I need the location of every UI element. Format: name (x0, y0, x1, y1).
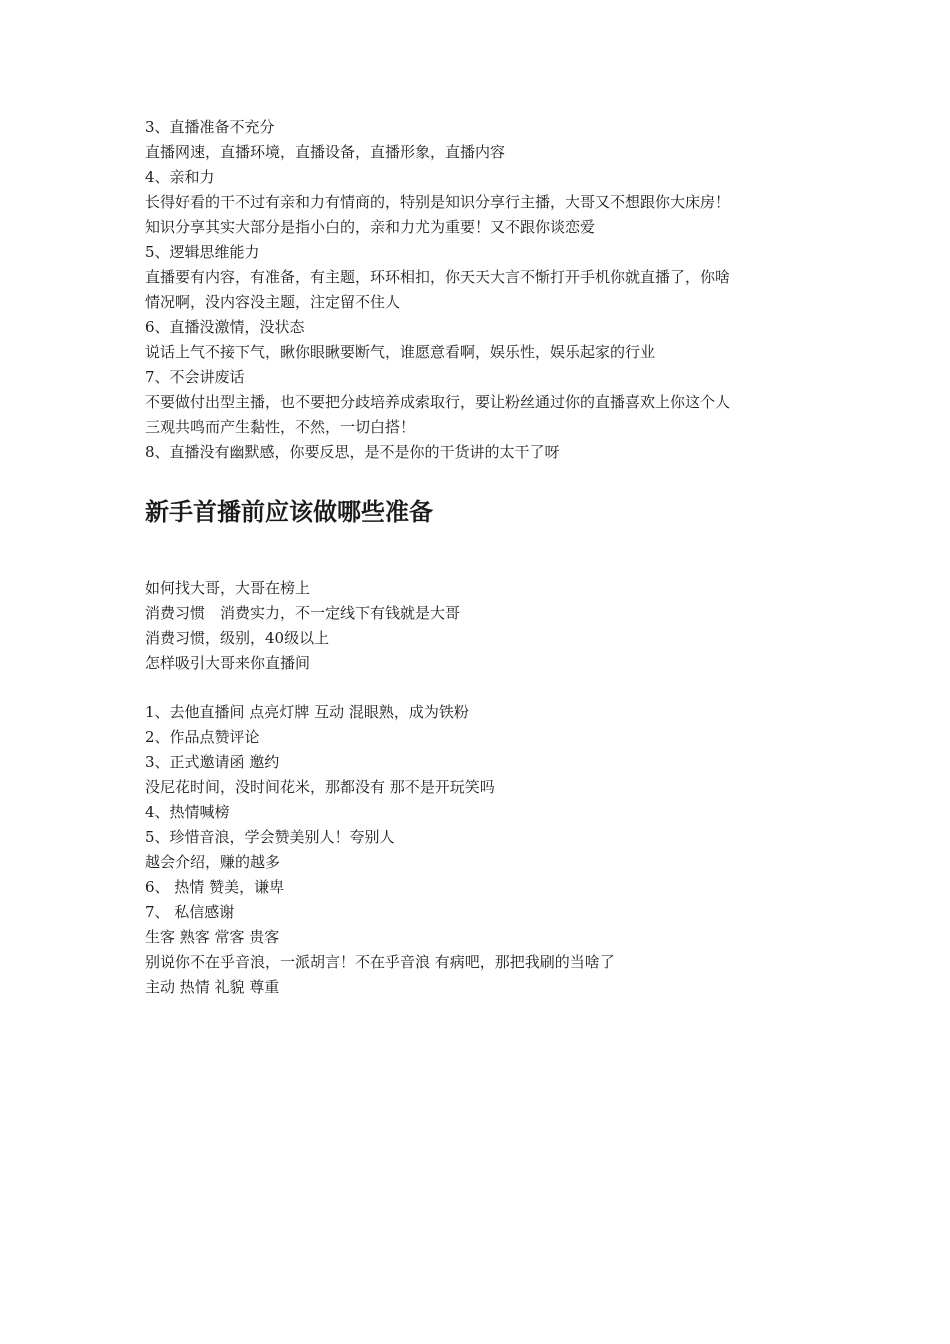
text-line: 3、正式邀请函 邀约 (145, 753, 280, 771)
text-line: 情况啊，没内容没主题，注定留不住人 (145, 293, 401, 311)
text-line: 不要做付出型主播，也不要把分歧培养成索取行，要让粉丝通过你的直播喜欢上你这个人 (145, 393, 731, 411)
text-line: 8、直播没有幽默感，你要反思，是不是你的干货讲的太干了呀 (145, 443, 560, 461)
text-line: 6、 热情 赞美，谦卑 (145, 878, 285, 896)
text-line: 2、作品点赞评论 (145, 728, 260, 746)
section-heading: 新手首播前应该做哪些准备 (145, 498, 433, 526)
text-line: 5、珍惜音浪，学会赞美别人！夸别人 (145, 828, 395, 846)
text-line: 消费习惯，级别，40级以上 (145, 629, 330, 647)
text-line: 4、热情喊榜 (145, 803, 230, 821)
text-line: 6、直播没激情，没状态 (145, 318, 305, 336)
text-line: 直播要有内容，有准备，有主题，环环相扣，你天天大言不惭打开手机你就直播了，你啥 (145, 268, 731, 286)
text-line: 生客 熟客 常客 贵客 (145, 928, 280, 946)
text-line: 消费习惯 消费实力，不一定线下有钱就是大哥 (145, 604, 461, 622)
text-line: 怎样吸引大哥来你直播间 (145, 654, 311, 672)
text-line: 3、直播准备不充分 (145, 118, 275, 136)
text-line: 7、 私信感谢 (145, 903, 235, 921)
text-line: 7、不会讲废话 (145, 368, 245, 386)
text-line: 没尼花时间，没时间花米，那都没有 那不是开玩笑吗 (145, 778, 495, 796)
text-line: 1、去他直播间 点亮灯牌 互动 混眼熟，成为铁粉 (145, 703, 469, 721)
text-line: 主动 热情 礼貌 尊重 (145, 978, 280, 996)
text-line: 越会介绍，赚的越多 (145, 853, 281, 871)
text-line: 说话上气不接下气，瞅你眼瞅要断气，谁愿意看啊，娱乐性，娱乐起家的行业 (145, 343, 656, 361)
section-find-patron (145, 576, 825, 676)
text-line: 4、亲和力 (145, 168, 215, 186)
text-line: 5、逻辑思维能力 (145, 243, 260, 261)
text-line: 知识分享其实大部分是指小白的，亲和力尤为重要！又不跟你谈恋爱 (145, 218, 596, 236)
section-live-issues (145, 115, 825, 465)
text-line: 别说你不在乎音浪，一派胡言！不在乎音浪 有病吧，那把我刷的当啥了 (145, 953, 615, 971)
text-line: 长得好看的干不过有亲和力有情商的，特别是知识分享行主播，大哥又不想跟你大床房！ (145, 193, 731, 211)
text-line: 直播网速，直播环境，直播设备，直播形象，直播内容 (145, 143, 506, 161)
text-line: 三观共鸣而产生黏性，不然，一切白搭！ (145, 418, 416, 436)
text-line: 如何找大哥，大哥在榜上 (145, 579, 311, 597)
section-attract-steps (145, 700, 825, 1000)
